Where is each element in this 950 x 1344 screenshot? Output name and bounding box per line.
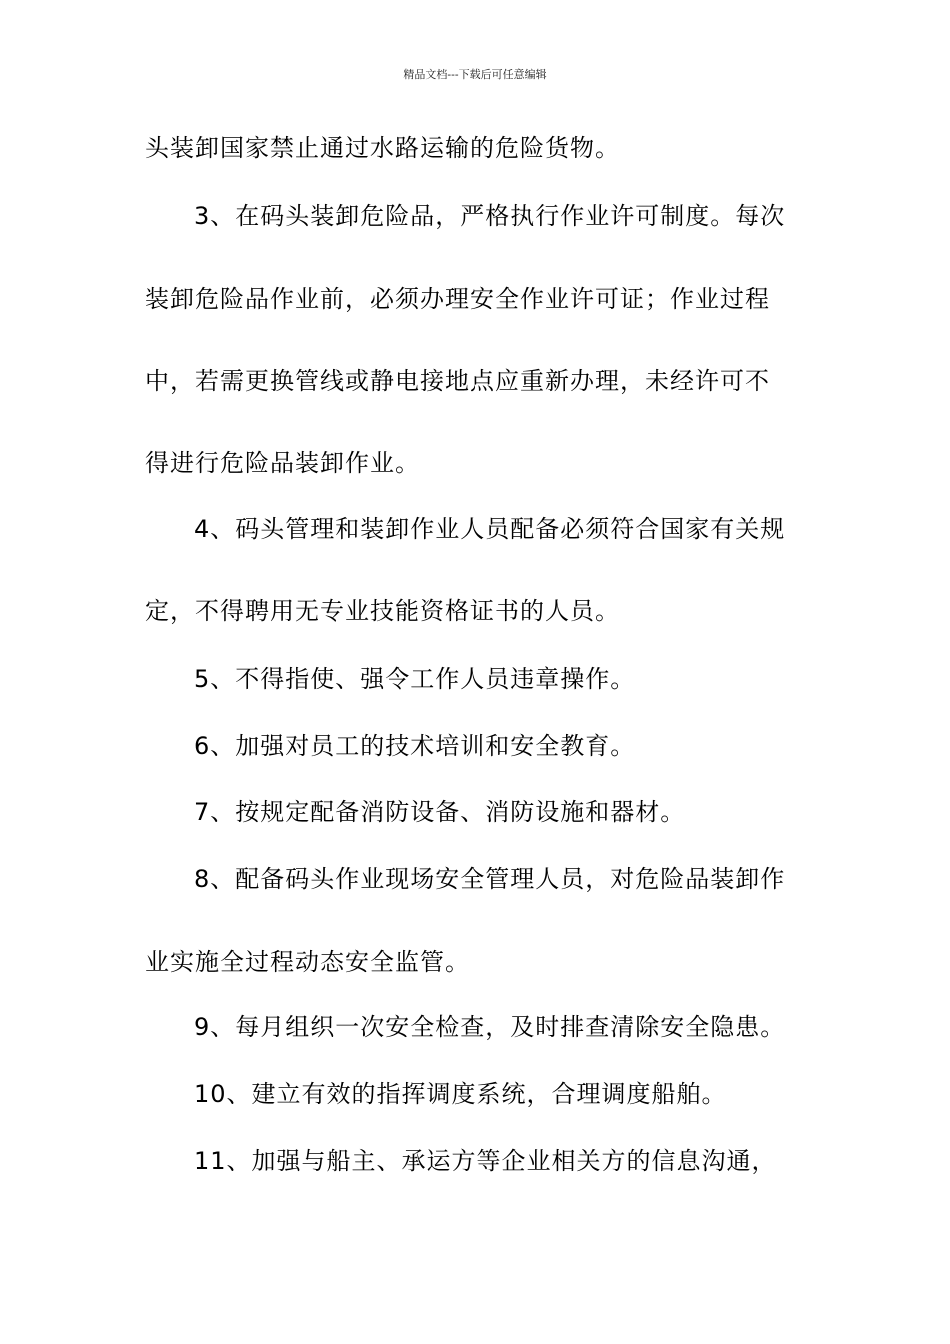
paragraph-line: 7、按规定配备消防设备、消防设施和器材。: [194, 798, 686, 826]
paragraph-line: 8、配备码头作业现场安全管理人员，对危险品装卸作: [194, 865, 786, 893]
paragraph-line: 9、每月组织一次安全检查，及时排查清除安全隐患。: [194, 1013, 786, 1041]
paragraph-line: 定，不得聘用无专业技能资格证书的人员。: [145, 597, 620, 625]
paragraph-line: 中，若需更换管线或静电接地点应重新办理，未经许可不: [145, 367, 770, 395]
paragraph-line: 11、加强与船主、承运方等企业相关方的信息沟通，: [194, 1147, 777, 1175]
paragraph-line: 业实施全过程动态安全监管。: [145, 948, 470, 976]
paragraph-line: 10、建立有效的指挥调度系统，合理调度船舶。: [194, 1080, 727, 1108]
paragraph-line: 得进行危险品装卸作业。: [145, 449, 420, 477]
paragraph-line: 头装卸国家禁止通过水路运输的危险货物。: [145, 134, 620, 162]
paragraph-line: 5、不得指使、强令工作人员违章操作。: [194, 665, 636, 693]
page-header: 精品文档---下载后可任意编辑: [403, 68, 547, 81]
paragraph-line: 4、码头管理和装卸作业人员配备必须符合国家有关规: [194, 515, 786, 543]
paragraph-line: 6、加强对员工的技术培训和安全教育。: [194, 732, 636, 760]
paragraph-line: 3、在码头装卸危险品，严格执行作业许可制度。每次: [194, 202, 786, 230]
paragraph-line: 装卸危险品作业前，必须办理安全作业许可证；作业过程: [145, 285, 770, 313]
